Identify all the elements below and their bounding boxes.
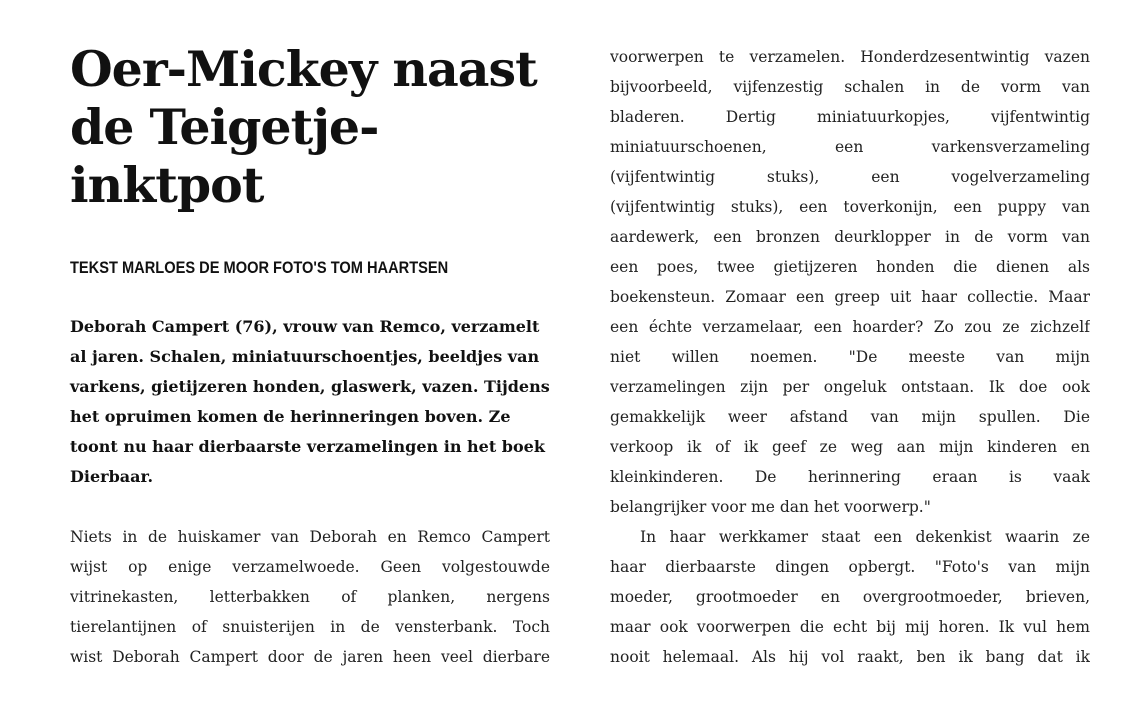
article-intro: Deborah Campert (76), vrouw van Remco, verzamelt al jaren. Schalen, miniatuurschoentjes, beeldjes van varkens, gietijzeren honden, glaswerk, vazen. Tijdens het opruimen komen de herinneringen boven. Ze toont nu haar dierbaarste verzamelingen in het boek Dierbaar. — [70, 317, 550, 486]
body-line: (vijfentwintig stuks), een vogelverzameling — [610, 168, 1090, 186]
body-line: wist Deborah Campert door de jaren heen veel dierbare — [70, 648, 550, 666]
body-line: verkoop ik of ik geef ze weg aan mijn kinderen en — [610, 438, 1090, 456]
body-line: belangrijker voor me dan het voorwerp." — [610, 498, 931, 516]
body-line: bladeren. Dertig miniatuurkopjes, vijfentwintig — [610, 108, 1090, 126]
body-line: wijst op enige verzamelwoede. Geen volgestouwde — [70, 558, 550, 576]
body-line: een échte verzamelaar, een hoarder? Zo zou ze zichzelf — [610, 318, 1090, 336]
article-byline: TEKST MARLOES DE MOOR FOTO'S TOM HAARTSEN — [70, 258, 449, 277]
body-line: (vijfentwintig stuks), een toverkonijn, een puppy van — [610, 198, 1090, 216]
body-line: moeder, grootmoeder en overgrootmoeder, brieven, — [610, 588, 1090, 606]
article-headline: Oer-Mickey naast de Teigetje-inktpot — [70, 40, 537, 214]
left-body-text — [70, 522, 550, 672]
body-line: een poes, twee gietijzeren honden die dienen als — [610, 258, 1090, 276]
body-line: niet willen noemen. "De meeste van mijn — [610, 348, 1090, 366]
body-line: bijvoorbeeld, vijfenzestig schalen in de vorm van — [610, 78, 1090, 96]
body-line: Niets in de huiskamer van Deborah en Remco Campert — [70, 528, 550, 546]
body-line: verzamelingen zijn per ongeluk ontstaan. Ik doe ook — [610, 378, 1090, 396]
body-line: nooit helemaal. Als hij vol raakt, ben ik bang dat ik — [610, 648, 1090, 666]
body-line: haar dierbaarste dingen opbergt. "Foto's van mijn — [610, 558, 1090, 576]
body-line: boekensteun. Zomaar een greep uit haar collectie. Maar — [610, 288, 1090, 306]
body-line: maar ook voorwerpen die echt bij mij horen. Ik vul hem — [610, 618, 1090, 636]
body-line: aardewerk, een bronzen deurklopper in de vorm van — [610, 228, 1090, 246]
body-line: voorwerpen te verzamelen. Honderdzesentwintig vazen — [610, 48, 1090, 66]
right-column — [610, 42, 1090, 672]
body-line: gemakkelijk weer afstand van mijn spullen. Die — [610, 408, 1090, 426]
body-line: kleinkinderen. De herinnering eraan is vaak — [610, 468, 1090, 486]
body-line: tierelantijnen of snuisterijen in de vensterbank. Toch — [70, 618, 550, 636]
body-line: miniatuurschoenen, een varkensverzameling — [610, 138, 1090, 156]
body-line: vitrinekasten, letterbakken of planken, nergens — [70, 588, 550, 606]
body-line: In haar werkkamer staat een dekenkist waarin ze — [640, 528, 1090, 546]
